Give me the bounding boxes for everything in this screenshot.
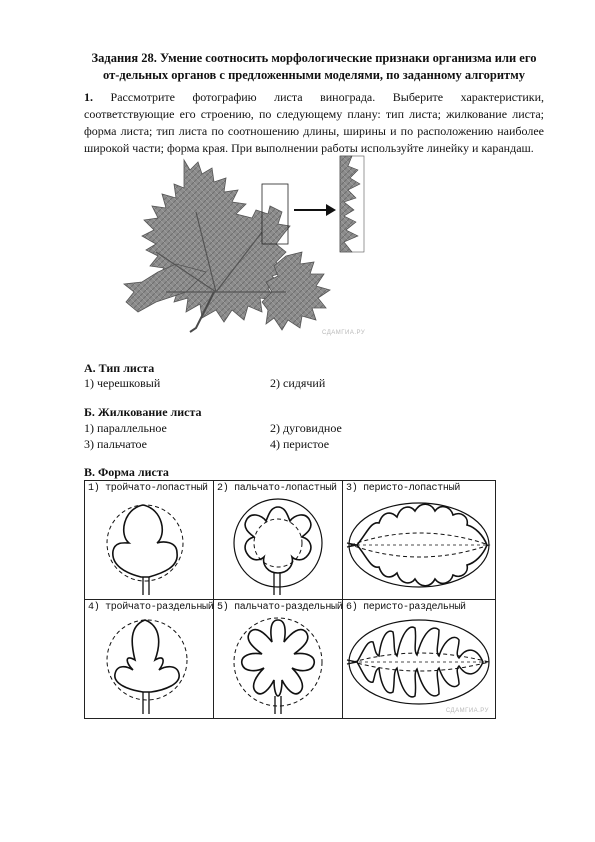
option-b3: 3) пальчатое bbox=[84, 437, 148, 451]
shape-cell-6 bbox=[343, 600, 496, 719]
shape-cell-4 bbox=[85, 600, 214, 719]
pinnate-parted-diagram bbox=[343, 600, 495, 718]
pinnate-lobed-diagram bbox=[343, 481, 495, 599]
leaf-shape-table bbox=[84, 480, 496, 719]
option-b4: 4) перистое bbox=[270, 437, 330, 451]
shape-cell-3 bbox=[343, 481, 496, 600]
task-description bbox=[84, 89, 544, 157]
option-a1: 1) черешковый bbox=[84, 376, 161, 390]
shape-label-5: 5) пальчато-раздельный bbox=[217, 602, 343, 613]
trifoliate-parted-diagram bbox=[85, 600, 213, 718]
shape-cell-5 bbox=[214, 600, 343, 719]
leaf-edge-zoom bbox=[340, 156, 364, 252]
page-title: Задания 28. Умение соотносить морфологические признаки организма или его от-дельных органов с предложенными моделями, по заданному алгоритму bbox=[91, 51, 537, 82]
shape-label-1: 1) тройчато-лопастный bbox=[88, 483, 208, 494]
shape-cell-1 bbox=[85, 481, 214, 600]
figure-watermark: СДАМГИА.РУ bbox=[322, 330, 366, 336]
shape-label-3: 3) перисто-лопастный bbox=[346, 483, 461, 494]
section-c-heading: В. Форма листа bbox=[84, 465, 169, 479]
task-number: 1. bbox=[84, 90, 93, 104]
shape-cell-2 bbox=[214, 481, 343, 600]
trifoliate-lobed-diagram bbox=[85, 481, 213, 599]
option-b2: 2) дуговидное bbox=[270, 421, 342, 435]
grape-leaf-figure bbox=[86, 152, 386, 352]
section-b-heading: Б. Жилкование листа bbox=[84, 405, 202, 419]
table-watermark: СДАМГИА.РУ bbox=[445, 708, 489, 714]
grape-leaf-photo bbox=[124, 160, 330, 332]
shape-label-2: 2) пальчато-лопастный bbox=[217, 483, 337, 494]
shape-label-6: 6) перисто-раздельный bbox=[346, 602, 466, 613]
section-a-heading: А. Тип листа bbox=[84, 361, 155, 375]
task-text: Рассмотрите фотографию листа винограда. Выберите характеристики, соответствующие его строению, по следующему плану: тип листа; жилкование листа; форма листа; тип листа по соотношению длины, ширины и по расположению наиболее широкой части; форма края. При выполнении работы используйте линейку и карандаш. bbox=[84, 90, 545, 155]
zoom-arrow bbox=[294, 204, 336, 216]
palmate-lobed-diagram bbox=[214, 481, 342, 599]
option-b1: 1) параллельное bbox=[84, 421, 167, 435]
palmate-parted-diagram bbox=[214, 600, 342, 718]
option-a2: 2) сидячий bbox=[270, 376, 326, 390]
shape-label-4: 4) тройчато-раздельный bbox=[88, 602, 214, 613]
